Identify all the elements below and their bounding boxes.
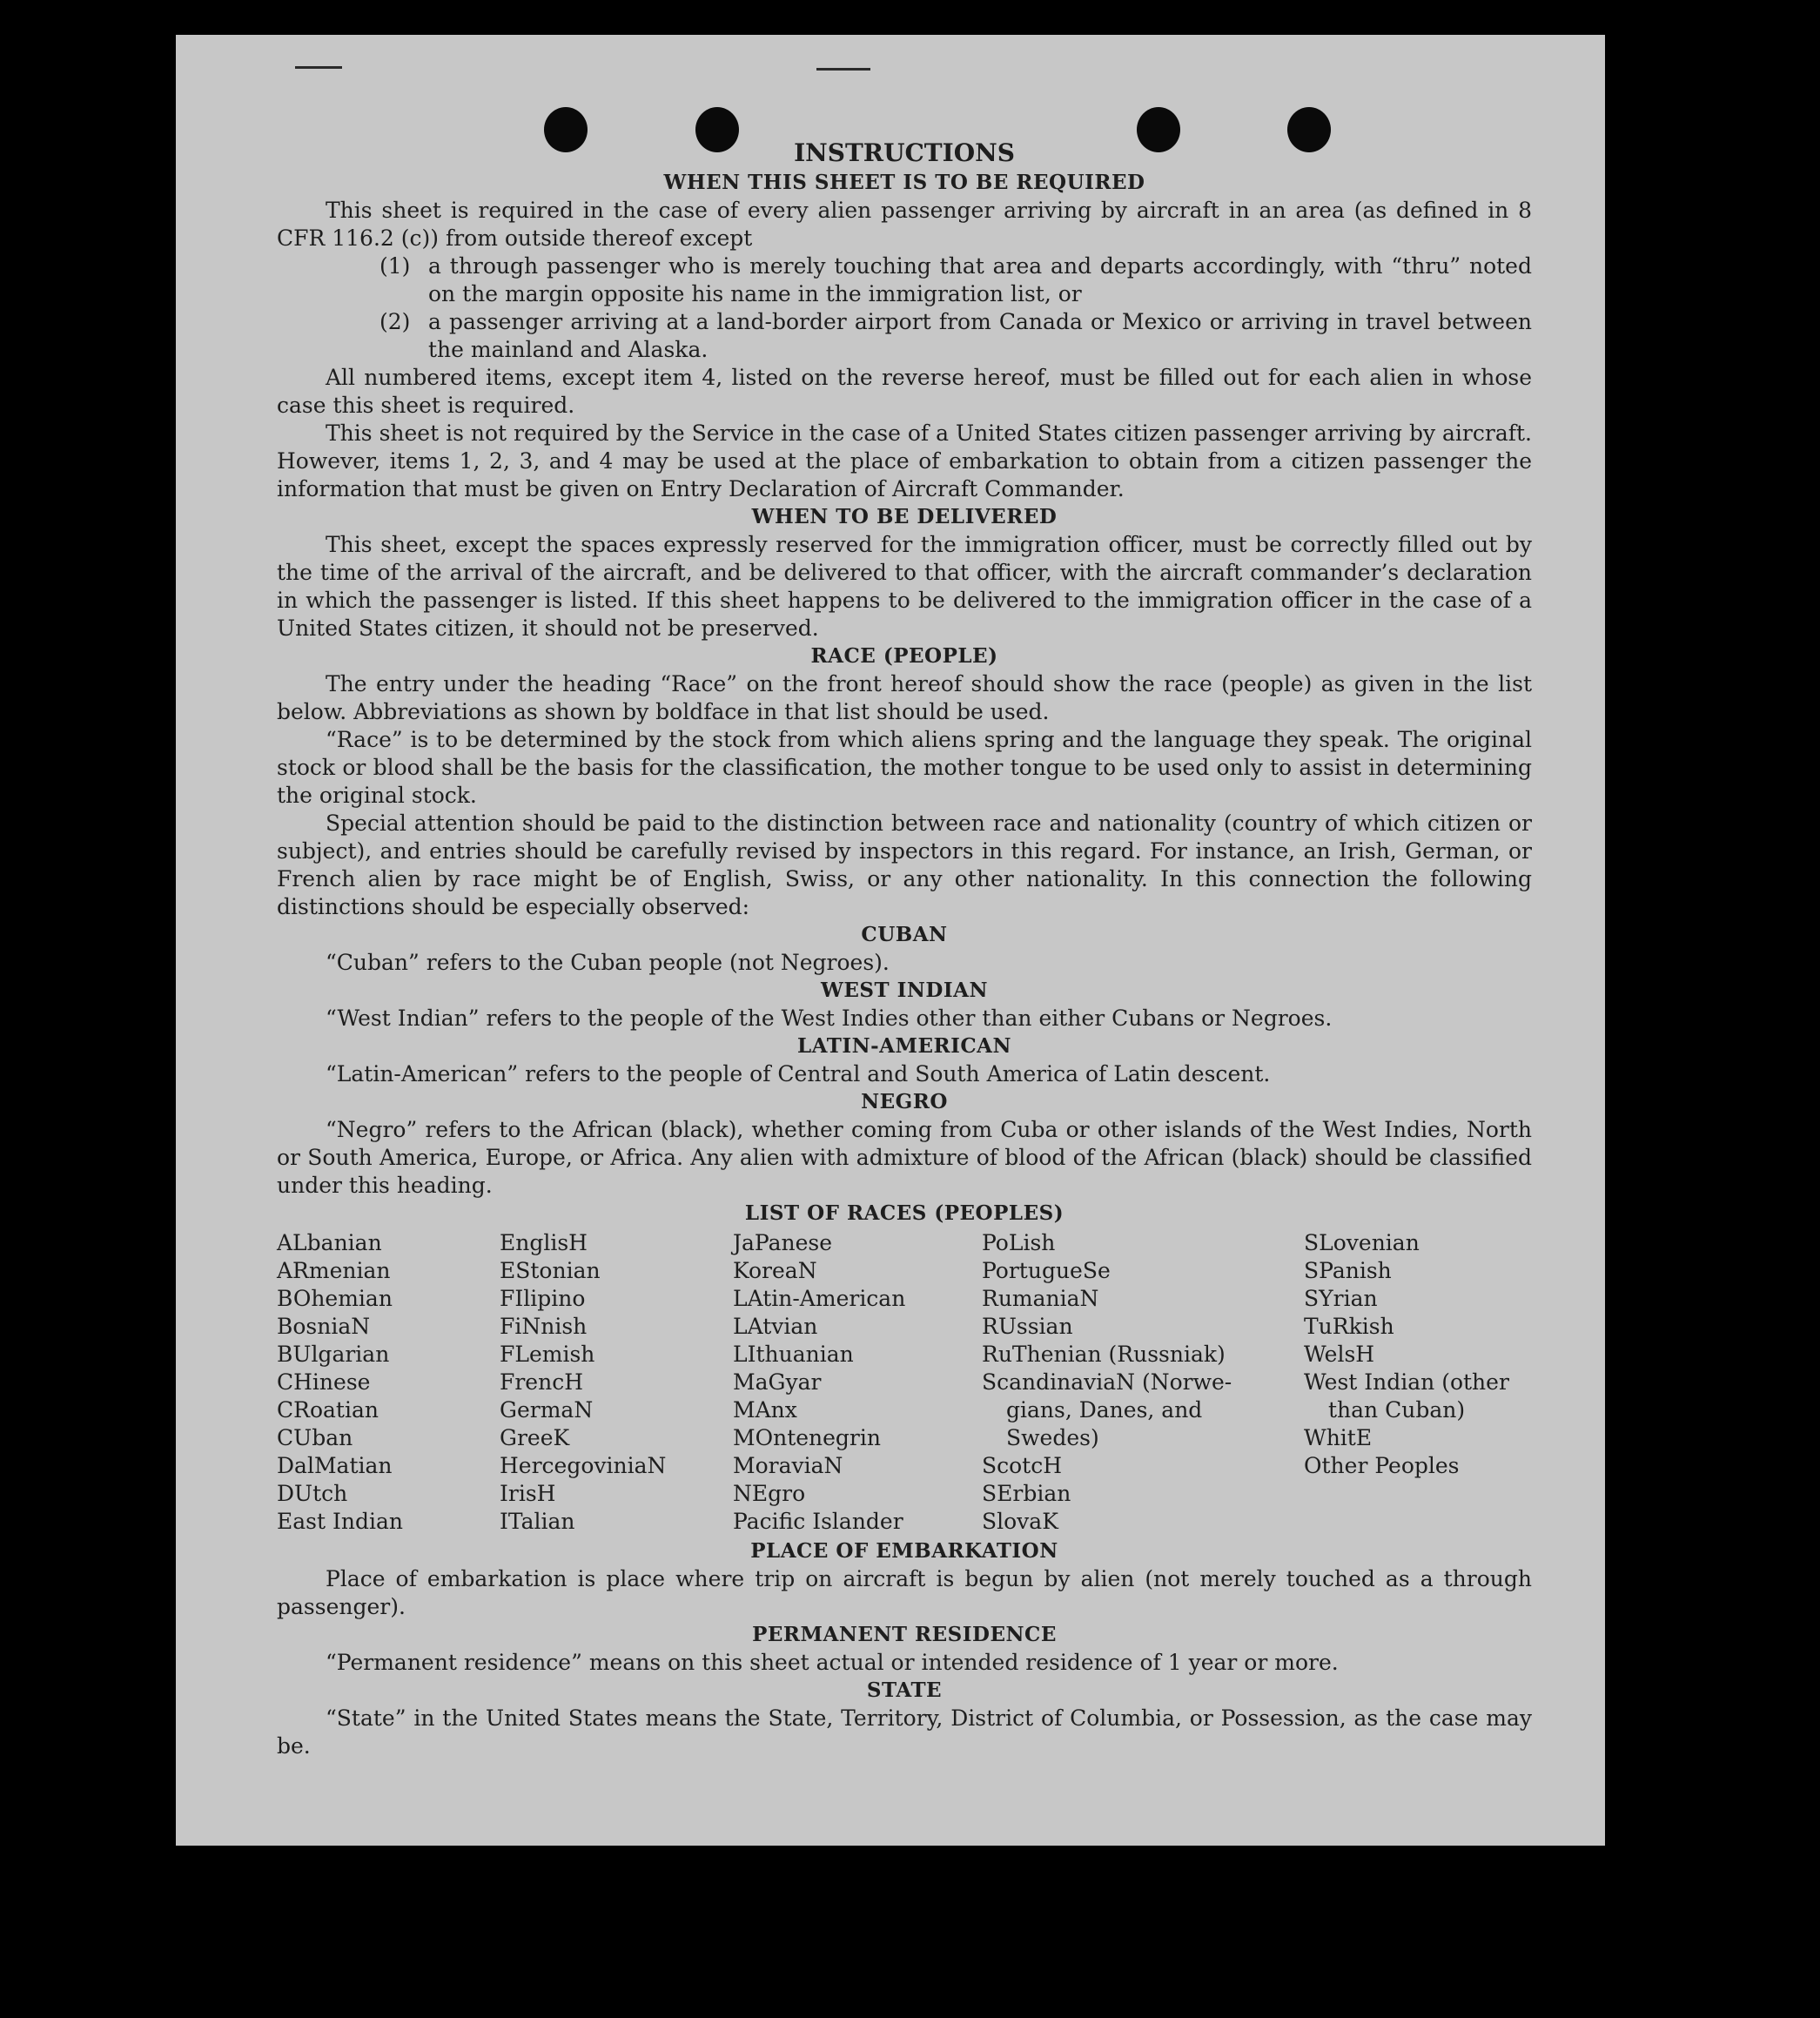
section-heading-list-of-races: LIST OF RACES (PEOPLES): [744, 1201, 1064, 1225]
race-paragraph-1: The entry under the heading “Race” on the front hereof should show the race (people) as given in the list below. Abbreviations as shown by boldface in that list should be used.: [277, 671, 1532, 724]
race-entry: RUssian: [982, 1314, 1073, 1339]
race-entry: CRoatian: [277, 1397, 379, 1423]
race-entry: SLovenian: [1304, 1230, 1420, 1255]
race-entry: MoraviaN: [733, 1453, 843, 1478]
race-entry: GreeK: [500, 1425, 570, 1450]
item-number: (1): [379, 253, 411, 279]
race-entry: FLemish: [500, 1342, 595, 1367]
race-entry: JaPanese: [733, 1230, 833, 1255]
race-column-2: [500, 1229, 733, 1536]
race-entry: ARmenian: [277, 1258, 391, 1283]
race-column-1: [277, 1229, 500, 1536]
required-paragraph-1: This sheet is required in the case of every alien passenger arriving by aircraft in an area (as defined in 8 CFR 116.2 (c)) from outside thereof except: [277, 198, 1532, 251]
race-entry: ALbanian: [277, 1230, 382, 1255]
race-entry: DUtch: [277, 1481, 348, 1506]
race-entry: SErbian: [982, 1481, 1071, 1506]
race-entry: MaGyar: [733, 1369, 822, 1395]
latin-american-paragraph: “Latin-American” refers to the people of Central and South America of Latin descent.: [326, 1061, 1271, 1086]
race-entry: IrisH: [500, 1481, 556, 1506]
embarkation-paragraph: Place of embarkation is place where trip on aircraft is begun by alien (not merely touched as a through passenger).: [277, 1566, 1532, 1619]
race-entry: ScotcH: [982, 1453, 1063, 1478]
race-paragraph-2: “Race” is to be determined by the stock from which aliens spring and the language they speak. The original stock or blood shall be the basis for the classification, the mother tongue to be used only to assist in determining the original stock.: [277, 727, 1532, 808]
race-entry: EStonian: [500, 1258, 601, 1283]
residence-paragraph: “Permanent residence” means on this sheet actual or intended residence of 1 year or more.: [326, 1650, 1339, 1675]
scan-mark: [816, 68, 870, 71]
section-heading-latin-american: LATIN-AMERICAN: [796, 1034, 1012, 1058]
race-entry: EnglisH: [500, 1230, 588, 1255]
item-text: a passenger arriving at a land-border airport from Canada or Mexico or arriving in travel between the mainland and Alaska.: [428, 309, 1532, 362]
item-text: a through passenger who is merely touching that area and departs accordingly, with “thru” noted on the margin opposite his name in the immigration list, or: [428, 253, 1532, 306]
race-entry: MOntenegrin: [733, 1425, 881, 1450]
race-entry: Pacific Islander: [733, 1509, 903, 1534]
race-entry: RumaniaN: [982, 1286, 1099, 1311]
punch-hole: [1287, 107, 1331, 152]
race-entry: CHinese: [277, 1369, 371, 1395]
race-entry: West Indian (other: [1304, 1369, 1509, 1395]
state-paragraph: “State” in the United States means the State, Territory, District of Columbia, or Possession, as the case may be.: [277, 1705, 1532, 1759]
race-entry: BOhemian: [277, 1286, 393, 1311]
race-entry: DalMatian: [277, 1453, 393, 1478]
race-entry: LIthuanian: [733, 1342, 854, 1367]
race-column-3: [733, 1229, 982, 1536]
race-column-5: [1304, 1229, 1532, 1536]
section-heading-state: STATE: [866, 1678, 943, 1702]
race-entry: BosniaN: [277, 1314, 371, 1339]
page-title: INSTRUCTIONS: [794, 138, 1015, 167]
race-entry: PortugueSe: [982, 1258, 1111, 1283]
delivered-paragraph: This sheet, except the spaces expressly reserved for the immigration officer, must be correctly filled out by the time of the arrival of the aircraft, and be delivered to that officer, with the aircraft commander’s declaration in which the passenger is listed. If this sheet happens to be delivered to the immigration officer in the case of a United States citizen, it should not be preserved.: [277, 532, 1532, 641]
race-paragraph-3: Special attention should be paid to the distinction between race and nationality (country of which citizen or subject), and entries should be carefully revised by inspectors in this regard. For instance, an Irish, German, or French alien by race might be of English, Swiss, or any other nationality. In this connection the following distinctions should be especially observed:: [277, 811, 1532, 919]
race-entry: ScandinaviaN (Norwe-: [982, 1369, 1232, 1395]
negro-paragraph: “Negro” refers to the African (black), whether coming from Cuba or other islands of the West Indies, North or South America, Europe, or Africa. Any alien with admixture of blood of the African (black) should be classified under this heading.: [277, 1117, 1532, 1198]
punch-hole: [544, 107, 588, 152]
race-entry: MAnx: [733, 1397, 797, 1423]
race-entry: gians, Danes, and: [1006, 1397, 1203, 1423]
section-heading-west-indian: WEST INDIAN: [821, 979, 988, 1002]
race-entry: ITalian: [500, 1509, 575, 1534]
race-entry: CUban: [277, 1425, 353, 1450]
race-entry: Swedes): [1006, 1425, 1099, 1450]
race-entry: SlovaK: [982, 1509, 1058, 1534]
section-heading-delivered: WHEN TO BE DELIVERED: [751, 505, 1058, 528]
exception-item-2: [379, 308, 1532, 364]
race-entry: SYrian: [1304, 1286, 1378, 1311]
race-entry: FiNnish: [500, 1314, 588, 1339]
race-entry: BUlgarian: [277, 1342, 390, 1367]
race-entry: TuRkish: [1304, 1314, 1394, 1339]
section-heading-residence: PERMANENT RESIDENCE: [752, 1623, 1057, 1646]
race-entry: WelsH: [1304, 1342, 1375, 1367]
west-indian-paragraph: “West Indian” refers to the people of the West Indies other than either Cubans or Negroes.: [326, 1006, 1333, 1031]
race-entry: than Cuban): [1328, 1397, 1466, 1423]
section-heading-embarkation: PLACE OF EMBARKATION: [750, 1539, 1058, 1563]
race-entry: KoreaN: [733, 1258, 817, 1283]
section-heading-race: RACE (PEOPLE): [810, 644, 998, 668]
section-heading-required: WHEN THIS SHEET IS TO BE REQUIRED: [663, 171, 1145, 194]
required-paragraph-3: This sheet is not required by the Service in the case of a United States citizen passenger arriving by aircraft. However, items 1, 2, 3, and 4 may be used at the place of embarkation to obtain from a citizen passenger the information that must be given on Entry Declaration of Aircraft Commander.: [277, 420, 1532, 501]
race-entry: East Indian: [277, 1509, 403, 1534]
item-number: (2): [379, 309, 411, 334]
document-page: [176, 35, 1605, 1846]
required-paragraph-2: All numbered items, except item 4, listed on the reverse hereof, must be filled out for each alien in whose case this sheet is required.: [277, 365, 1532, 418]
race-entry: NEgro: [733, 1481, 806, 1506]
race-entry: WhitE: [1304, 1425, 1373, 1450]
race-entry: PoLish: [982, 1230, 1056, 1255]
race-entry: Other Peoples: [1304, 1453, 1460, 1478]
scan-mark: [295, 66, 342, 69]
race-entry: GermaN: [500, 1397, 594, 1423]
punch-hole: [1137, 107, 1180, 152]
race-entry: HercegoviniaN: [500, 1453, 667, 1478]
race-list: [277, 1229, 1532, 1536]
section-heading-cuban: CUBAN: [861, 923, 948, 946]
cuban-paragraph: “Cuban” refers to the Cuban people (not Negroes).: [326, 950, 890, 975]
race-column-4: [982, 1229, 1304, 1536]
race-entry: LAtvian: [733, 1314, 818, 1339]
punch-hole: [695, 107, 739, 152]
race-entry: RuThenian (Russniak): [982, 1342, 1226, 1367]
section-heading-negro: NEGRO: [861, 1090, 948, 1113]
exception-item-1: [379, 252, 1532, 308]
race-entry: FrencH: [500, 1369, 583, 1395]
race-entry: LAtin-American: [733, 1286, 906, 1311]
race-entry: FIlipino: [500, 1286, 586, 1311]
race-entry: SPanish: [1304, 1258, 1392, 1283]
